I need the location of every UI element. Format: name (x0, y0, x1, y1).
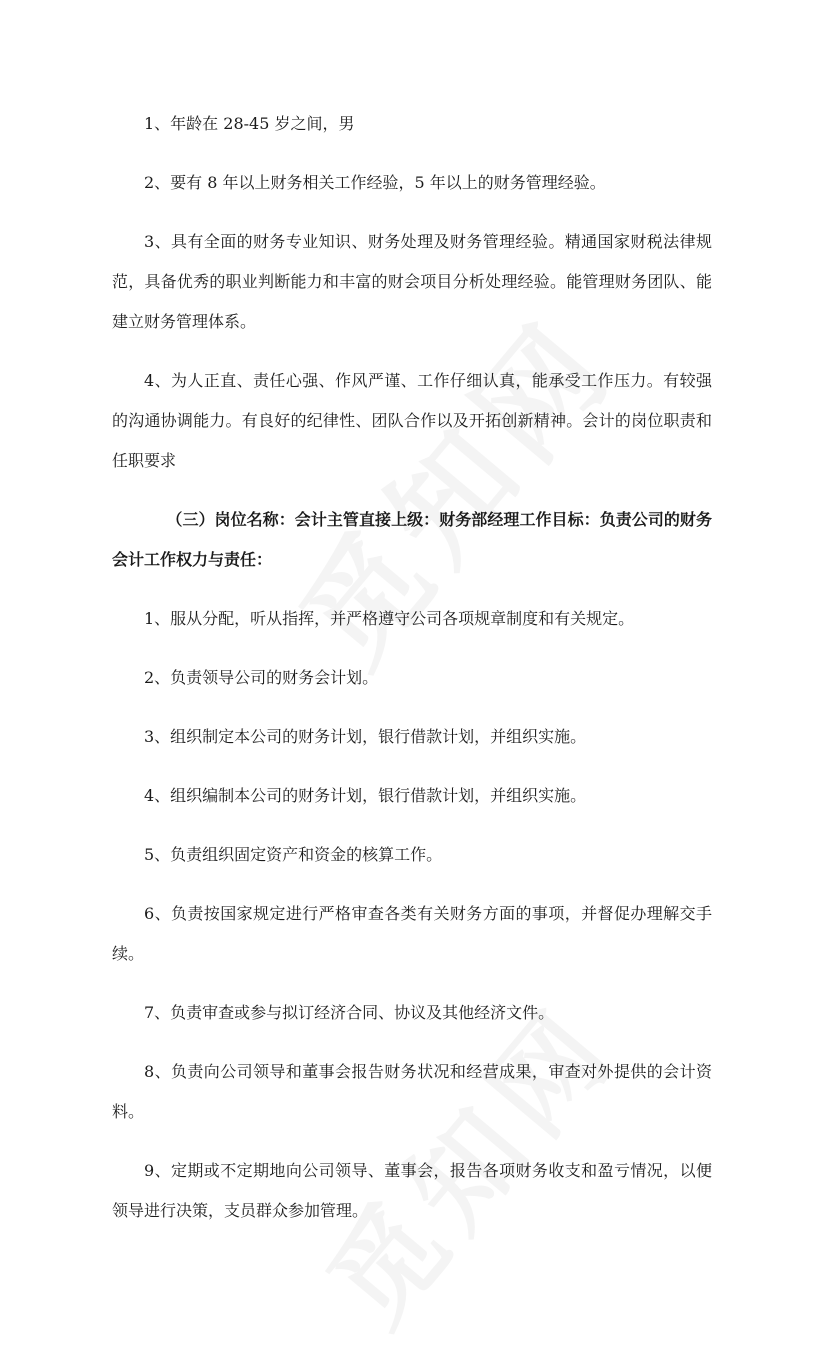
duty-item-6: 6、负责按国家规定进行严格审查各类有关财务方面的事项，并督促办理解交手续。 (112, 904, 712, 963)
requirement-age: 1、年龄在 28-45 岁之间，男 (144, 114, 355, 133)
duty-item-4: 4、组织编制本公司的财务计划，银行借款计划，并组织实施。 (144, 786, 587, 805)
requirement-character: 4、为人正直、责任心强、作风严谨、工作仔细认真，能承受工作压力。有较强的沟通协调能力。有良好的纪律性、团队合作以及开拓创新精神。会计的岗位职责和任职要求 (112, 371, 712, 470)
document-body (112, 104, 712, 1250)
requirement-knowledge: 3、具有全面的财务专业知识、财务处理及财务管理经验。精通国家财税法律规范，具备优秀的职业判断能力和丰富的财会项目分析处理经验。能管理财务团队、能建立财务管理体系。 (112, 232, 712, 331)
duty-item-8: 8、负责向公司领导和董事会报告财务状况和经营成果，审查对外提供的会计资料。 (112, 1062, 712, 1121)
duty-item-5: 5、负责组织固定资产和资金的核算工作。 (144, 845, 443, 864)
duty-item-1: 1、服从分配，听从指挥，并严格遵守公司各项规章制度和有关规定。 (144, 609, 635, 628)
duty-item-7: 7、负责审查或参与拟订经济合同、协议及其他经济文件。 (144, 1003, 555, 1022)
duty-item-3: 3、组织制定本公司的财务计划，银行借款计划，并组织实施。 (144, 727, 587, 746)
duty-item-9: 9、定期或不定期地向公司领导、董事会，报告各项财务收支和盈亏情况，以便领导进行决策，支员群众参加管理。 (112, 1161, 712, 1220)
duty-item-2: 2、负责领导公司的财务会计划。 (144, 668, 379, 687)
section-heading: （三）岗位名称：会计主管直接上级：财务部经理工作目标：负责公司的财务会计工作权力与责任： (112, 510, 712, 569)
requirement-experience: 2、要有 8 年以上财务相关工作经验，5 年以上的财务管理经验。 (144, 173, 606, 192)
